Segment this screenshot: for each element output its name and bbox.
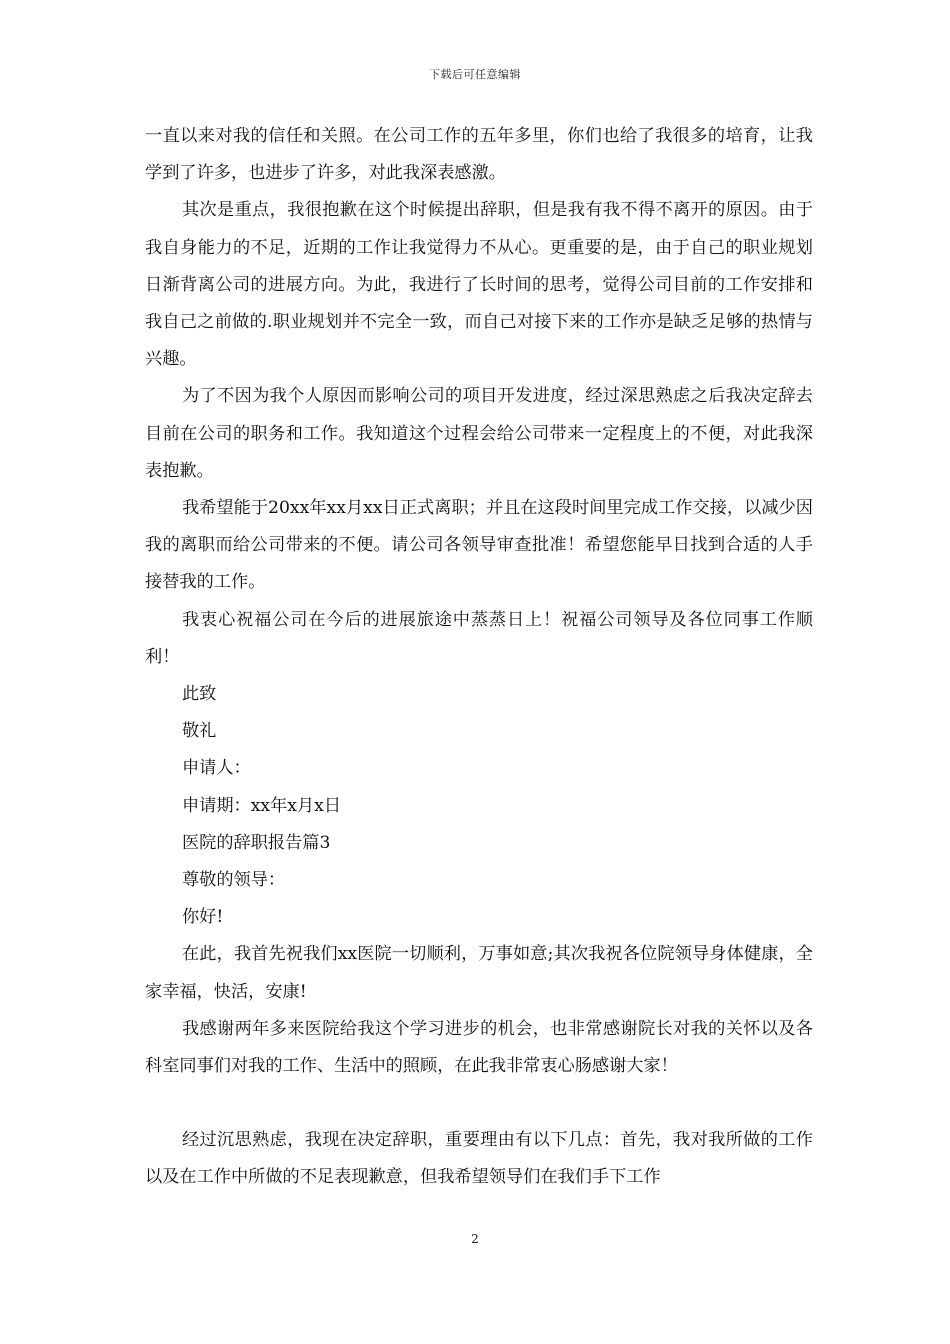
- paragraph: 在此，我首先祝我们xx医院一切顺利，万事如意;其次我祝各位院领导身体健康，全家幸福，快活，安康!: [145, 944, 813, 1002]
- paragraph: 我希望能于20xx年xx月xx日正式离职；并且在这段时间里完成工作交接，以减少因我的离职而给公司带来的不便。请公司各领导审查批准！希望您能早日找到合适的人手接替我的工作。: [145, 498, 813, 593]
- paragraph: 我感谢两年多来医院给我这个学习进步的机会，也非常感谢院长对我的关怀以及各科室同事们对我的工作、生活中的照顾，在此我非常衷心肠感谢大家！: [145, 1018, 813, 1077]
- application-date-line: 申请期：xx年x月x日: [181, 795, 342, 816]
- section-title: 医院的辞职报告篇3: [181, 832, 331, 853]
- closing-salutation: 此致: [181, 684, 217, 705]
- page-header-note: 下载后可任意编辑: [429, 68, 521, 81]
- closing-regards: 敬礼: [181, 721, 217, 742]
- applicant-line: 申请人：: [181, 758, 251, 779]
- paragraph-spacer: [145, 1085, 813, 1122]
- greeting: 尊敬的领导：: [181, 870, 286, 891]
- document-body: [145, 118, 813, 1197]
- paragraph: 为了不因为我个人原因而影响公司的项目开发进度，经过深思熟虑之后我决定辞去目前在公司的职务和工作。我知道这个过程会给公司带来一定程度上的不便，对此我深表抱歉。: [145, 386, 813, 481]
- page-number: 2: [471, 1232, 479, 1246]
- paragraph: 一直以来对我的信任和关照。在公司工作的五年多里，你们也给了我很多的培育，让我学到了许多，也进步了许多，对此我深表感激。: [145, 126, 813, 184]
- paragraph: 其次是重点，我很抱歉在这个时候提出辞职，但是我有我不得不离开的原因。由于我自身能力的不足，近期的工作让我觉得力不从心。更重要的是，由于自己的职业规划日渐背离公司的进展方向。为此，我进行了长时间的思考，觉得公司目前的工作安排和我自己之前做的.职业规划并不完全一致，而自己对接下来的工作亦是缺乏足够的热情与兴趣。: [145, 200, 813, 370]
- paragraph: 我衷心祝福公司在今后的进展旅途中蒸蒸日上！祝福公司领导及各位同事工作顺利！: [145, 609, 813, 667]
- greeting-hello: 你好!: [181, 907, 224, 928]
- paragraph: 经过沉思熟虑，我现在决定辞职，重要理由有以下几点：首先，我对我所做的工作以及在工作中所做的不足表现歉意，但我希望领导们在我们手下工作: [145, 1130, 813, 1188]
